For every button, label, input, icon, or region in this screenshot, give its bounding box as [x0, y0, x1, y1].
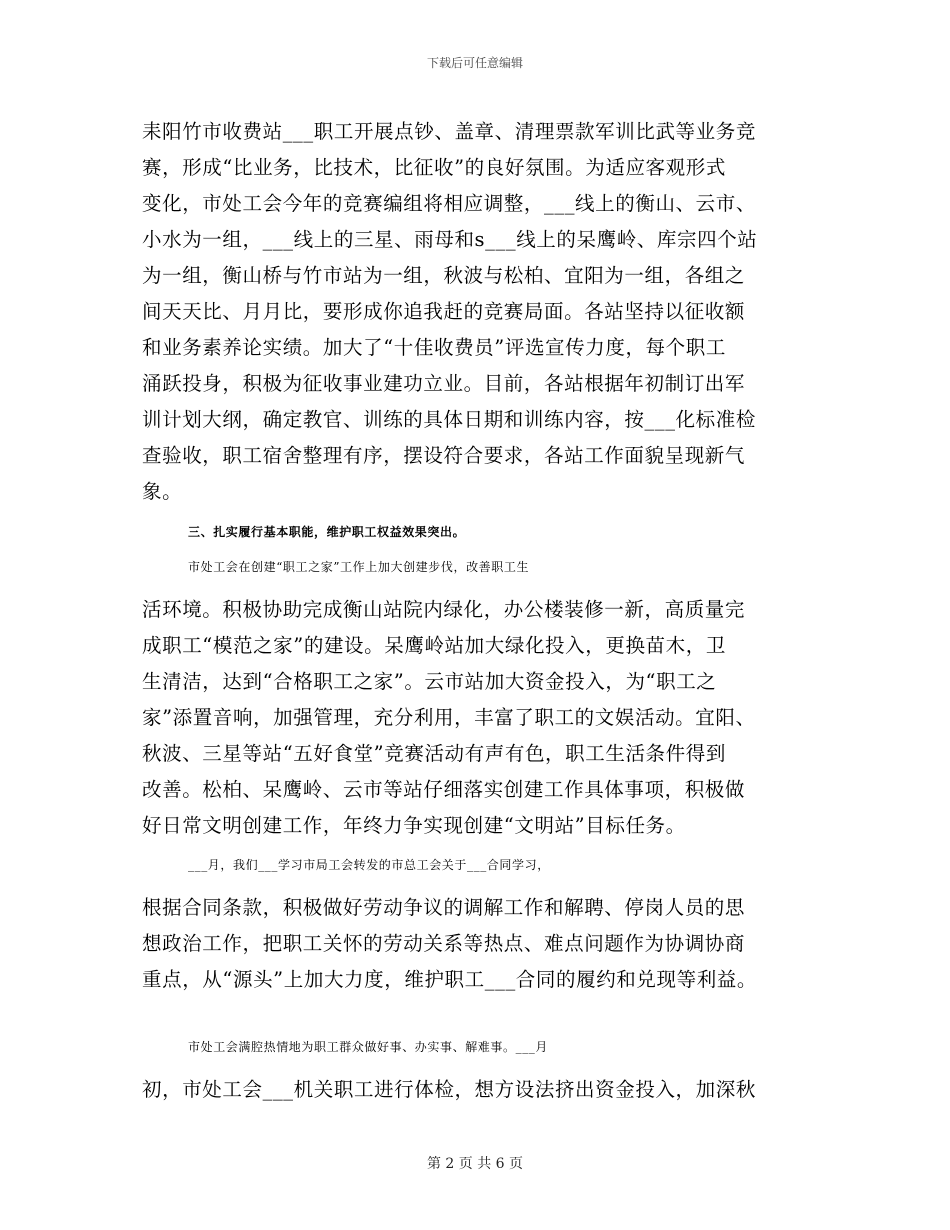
text-line: 小水为一组，___线上的三星、雨母和s___线上的呆鹰岭、库宗四个站	[142, 228, 758, 251]
text-line: 耒阳竹市收费站___职工开展点钞、盖章、清理票款军训比武等业务竞	[142, 120, 756, 143]
text-line: 为一组，衡山桥与竹市站为一组，秋波与松柏、宜阳为一组，各组之	[142, 264, 746, 287]
page-footer: 第 2 页 共 6 页	[426, 1156, 524, 1172]
section-heading: 三、扎实履行基本职能，维护职工权益效果突出。	[188, 525, 466, 539]
text-line: 市处工会在创建“职工之家”工作上加大创建步伐，改善职工生	[188, 560, 530, 574]
page-header: 下载后可任意编辑	[426, 56, 523, 70]
text-line: 象。	[142, 480, 183, 503]
text-line: 初，市处工会___机关职工进行体检，想方设法挤出资金投入，加深秋	[142, 1078, 756, 1101]
text-line: 家”添置音响，加强管理，充分利用，丰富了职工的文娱活动。宜阳、	[142, 706, 756, 729]
text-line: 和业务素养论实绩。加大了“十佳收费员”评选宣传力度，每个职工	[142, 336, 726, 359]
text-line: 涌跃投身，积极为征收事业建功立业。目前，各站根据年初制订出军	[142, 372, 746, 395]
text-line: 市处工会满腔热情地为职工群众做好事、办实事、解难事。___月	[188, 1040, 549, 1054]
text-line: 想政治工作，把职工关怀的劳动关系等热点、难点问题作为协调协商	[142, 932, 746, 955]
text-line: 间天天比、月月比，要形成你追我赶的竞赛局面。各站坚持以征收额	[142, 300, 746, 323]
text-line: 查验收，职工宿舍整理有序，摆设符合要求，各站工作面貌呈现新气	[142, 444, 746, 467]
text-line: 好日常文明创建工作，年终力争实现创建“文明站”目标任务。	[142, 814, 686, 837]
text-line: 成职工“模范之家”的建设。呆鹰岭站加大绿化投入，更换苗木，卫	[142, 634, 726, 657]
text-line: 训计划大纲，确定教官、训练的具体日期和训练内容，按___化标准检	[142, 408, 756, 431]
text-line: 生清洁，达到“合格职工之家”。云市站加大资金投入，为“职工之	[142, 670, 717, 693]
text-line: ___月，我们___学习市局工会转发的市总工会关于___合同学习，	[188, 858, 550, 872]
text-line: 活环境。积极协助完成衡山站院内绿化，办公楼装修一新，高质量完	[142, 598, 746, 621]
text-line: 根据合同条款，积极做好劳动争议的调解工作和解聘、停岗人员的思	[142, 896, 746, 919]
text-line: 赛，形成“比业务，比技术，比征收”的良好氛围。为适应客观形式	[142, 156, 726, 179]
text-line: 变化，市处工会今年的竞赛编组将相应调整，___线上的衡山、云市、	[142, 192, 756, 215]
text-line: 重点，从“源头”上加大力度，维护职工___合同的履约和兑现等利益。	[142, 968, 757, 991]
text-line: 秋波、三星等站“五好食堂”竞赛活动有声有色，职工生活条件得到	[142, 742, 726, 765]
text-line: 改善。松柏、呆鹰岭、云市等站仔细落实创建工作具体事项，积极做	[142, 778, 746, 801]
